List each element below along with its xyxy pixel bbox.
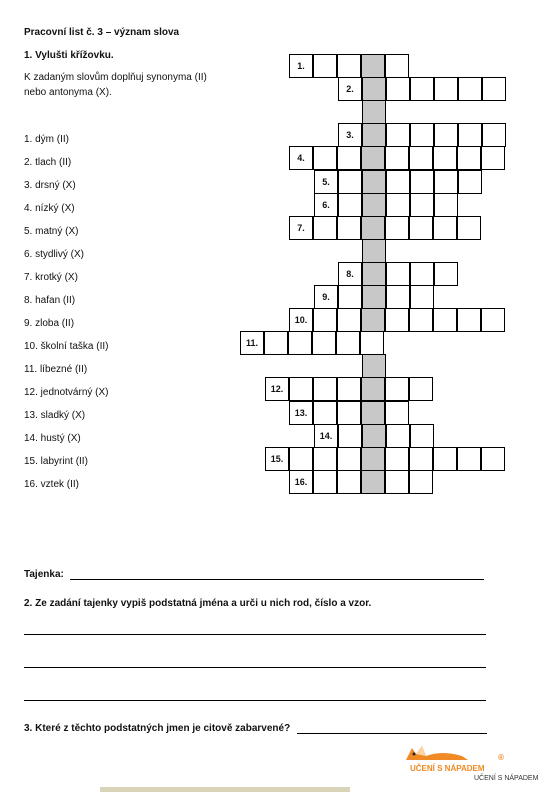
task3-heading: 3. Které z těchto podstatných jmen je citově zabarvené? [24, 723, 291, 734]
clue-item: 2. tlach (II) [24, 157, 72, 168]
crossword-key-cell[interactable] [362, 193, 386, 217]
crossword-cell[interactable] [313, 216, 337, 240]
clue-item: 1. dým (II) [24, 134, 70, 145]
crossword-key-cell[interactable] [361, 401, 385, 425]
clue-item: 6. stydlivý (X) [24, 249, 85, 260]
crossword-cell[interactable] [289, 447, 313, 471]
logo [400, 742, 538, 787]
crossword-key-cell[interactable] [361, 447, 385, 471]
logo-sub-text: UČENÍ S NÁPADEM [474, 775, 538, 782]
crossword-cell[interactable] [409, 308, 433, 332]
clue-item: 12. jednotvárný (X) [24, 387, 109, 398]
crossword-key-cell[interactable] [362, 100, 386, 124]
crossword-cell[interactable] [337, 216, 361, 240]
crossword-number-cell: 11. [240, 331, 264, 355]
crossword-cell[interactable] [434, 262, 458, 286]
clue-item: 8. hafan (II) [24, 295, 76, 306]
crossword-cell[interactable] [360, 331, 384, 355]
crossword-number-cell: 8. [338, 262, 362, 286]
crossword-key-cell[interactable] [361, 146, 385, 170]
crossword-cell[interactable] [481, 308, 505, 332]
task1-heading: 1. Vylušti křížovku. [24, 50, 114, 61]
clue-item: 15. labyrint (II) [24, 456, 88, 467]
crossword-cell[interactable] [338, 193, 362, 217]
crossword-cell[interactable] [386, 193, 410, 217]
crossword-cell[interactable] [386, 285, 410, 309]
crossword-cell[interactable] [433, 308, 457, 332]
crossword-cell[interactable] [409, 447, 433, 471]
task2-heading: 2. Ze zadání tajenky vypiš podstatná jména a urči u nich rod, číslo a vzor. [24, 598, 372, 609]
fox-icon [402, 742, 472, 764]
crossword-cell[interactable] [337, 470, 361, 494]
crossword-key-cell[interactable] [362, 123, 386, 147]
crossword-cell[interactable] [482, 77, 506, 101]
task2-answer-line-2[interactable] [24, 667, 486, 668]
crossword-cell[interactable] [434, 123, 458, 147]
crossword-cell[interactable] [482, 123, 506, 147]
crossword-cell[interactable] [288, 331, 312, 355]
crossword-cell[interactable] [313, 401, 337, 425]
crossword-cell[interactable] [264, 331, 288, 355]
task1-instruction-line1: K zadaným slovům doplňuj synonyma (II) [24, 72, 207, 83]
crossword-key-cell[interactable] [362, 354, 386, 378]
crossword-cell[interactable] [337, 377, 361, 401]
crossword-cell[interactable] [313, 377, 337, 401]
crossword-cell[interactable] [386, 424, 410, 448]
crossword-number-cell: 5. [314, 170, 338, 194]
crossword-cell[interactable] [410, 123, 434, 147]
crossword-cell[interactable] [313, 146, 337, 170]
task1-instruction-line2: nebo antonyma (X). [24, 87, 112, 98]
crossword-cell[interactable] [386, 77, 410, 101]
crossword-cell[interactable] [385, 308, 409, 332]
crossword-cell[interactable] [337, 308, 361, 332]
crossword-cell[interactable] [410, 170, 434, 194]
crossword-cell[interactable] [433, 146, 457, 170]
clue-item: 9. zloba (II) [24, 318, 75, 329]
crossword-cell[interactable] [386, 123, 410, 147]
crossword-cell[interactable] [289, 377, 313, 401]
crossword-number-cell: 9. [314, 285, 338, 309]
crossword-number-cell: 6. [314, 193, 338, 217]
clue-item: 4. nízký (X) [24, 203, 75, 214]
crossword-cell[interactable] [457, 308, 481, 332]
clue-item: 10. školní taška (II) [24, 341, 109, 352]
crossword-cell[interactable] [313, 54, 337, 78]
logo-main-text: UČENÍ S NÁPADEM [410, 764, 485, 773]
crossword-cell[interactable] [385, 54, 409, 78]
crossword-key-cell[interactable] [362, 424, 386, 448]
crossword-cell[interactable] [409, 146, 433, 170]
footer-image-strip [100, 787, 350, 792]
crossword-cell[interactable] [313, 447, 337, 471]
task3-answer-line[interactable] [297, 733, 487, 734]
clue-item: 3. drsný (X) [24, 180, 76, 191]
crossword-key-cell[interactable] [361, 216, 385, 240]
crossword-cell[interactable] [458, 123, 482, 147]
crossword-number-cell: 14. [314, 424, 338, 448]
crossword-cell[interactable] [337, 146, 361, 170]
crossword-cell[interactable] [481, 146, 505, 170]
crossword-number-cell: 7. [289, 216, 313, 240]
crossword-cell[interactable] [386, 262, 410, 286]
clue-item: 11. líbezné (II) [24, 364, 88, 375]
crossword-number-cell: 12. [265, 377, 289, 401]
crossword-key-cell[interactable] [362, 77, 386, 101]
crossword-key-cell[interactable] [362, 170, 386, 194]
crossword-number-cell: 16. [289, 470, 313, 494]
clue-item: 14. hustý (X) [24, 433, 81, 444]
crossword-number-cell: 13. [289, 401, 313, 425]
crossword-number-cell: 4. [289, 146, 313, 170]
crossword-cell[interactable] [313, 470, 337, 494]
crossword-number-cell: 15. [265, 447, 289, 471]
crossword-cell[interactable] [457, 216, 481, 240]
crossword-cell[interactable] [338, 424, 362, 448]
crossword-cell[interactable] [385, 377, 409, 401]
crossword-cell[interactable] [385, 447, 409, 471]
task2-answer-line-3[interactable] [24, 700, 486, 701]
tajenka-label: Tajenka: [24, 569, 64, 580]
task2-answer-line-1[interactable] [24, 634, 486, 635]
crossword-key-cell[interactable] [362, 239, 386, 263]
logo-registered-mark: ® [498, 753, 504, 762]
clue-item: 16. vztek (II) [24, 479, 80, 490]
crossword-cell[interactable] [313, 308, 337, 332]
crossword-cell[interactable] [410, 285, 434, 309]
crossword-cell[interactable] [457, 447, 481, 471]
crossword-key-cell[interactable] [361, 54, 385, 78]
crossword-cell[interactable] [458, 170, 482, 194]
crossword-cell[interactable] [409, 216, 433, 240]
crossword-number-cell: 3. [338, 123, 362, 147]
crossword-cell[interactable] [410, 193, 434, 217]
crossword-key-cell[interactable] [361, 470, 385, 494]
crossword-cell[interactable] [336, 331, 360, 355]
crossword-cell[interactable] [434, 193, 458, 217]
crossword-number-cell: 1. [289, 54, 313, 78]
crossword-cell[interactable] [410, 424, 434, 448]
crossword-cell[interactable] [409, 377, 433, 401]
crossword-cell[interactable] [337, 54, 361, 78]
crossword-cell[interactable] [457, 146, 481, 170]
clue-item: 7. krotký (X) [24, 272, 78, 283]
crossword-cell[interactable] [434, 170, 458, 194]
crossword-cell[interactable] [409, 470, 433, 494]
crossword-number-cell: 2. [338, 77, 362, 101]
clue-item: 5. matný (X) [24, 226, 79, 237]
crossword-cell[interactable] [385, 146, 409, 170]
crossword-cell[interactable] [434, 77, 458, 101]
crossword-cell[interactable] [337, 401, 361, 425]
clue-item: 13. sladký (X) [24, 410, 86, 421]
crossword-key-cell[interactable] [362, 285, 386, 309]
worksheet-title: Pracovní list č. 3 – význam slova [24, 27, 180, 38]
crossword-cell[interactable] [312, 331, 336, 355]
crossword-key-cell[interactable] [361, 377, 385, 401]
tajenka-line[interactable] [70, 579, 484, 580]
crossword-cell[interactable] [481, 447, 505, 471]
crossword-cell[interactable] [386, 170, 410, 194]
crossword-cell[interactable] [433, 447, 457, 471]
crossword-cell[interactable] [433, 216, 457, 240]
crossword-cell[interactable] [385, 470, 409, 494]
crossword-number-cell: 10. [289, 308, 313, 332]
crossword-cell[interactable] [385, 216, 409, 240]
crossword-cell[interactable] [458, 77, 482, 101]
crossword-cell[interactable] [338, 285, 362, 309]
crossword-cell[interactable] [337, 447, 361, 471]
crossword-cell[interactable] [338, 170, 362, 194]
crossword-cell[interactable] [410, 77, 434, 101]
crossword-cell[interactable] [410, 262, 434, 286]
crossword-key-cell[interactable] [361, 308, 385, 332]
crossword-key-cell[interactable] [362, 262, 386, 286]
crossword-cell[interactable] [385, 401, 409, 425]
